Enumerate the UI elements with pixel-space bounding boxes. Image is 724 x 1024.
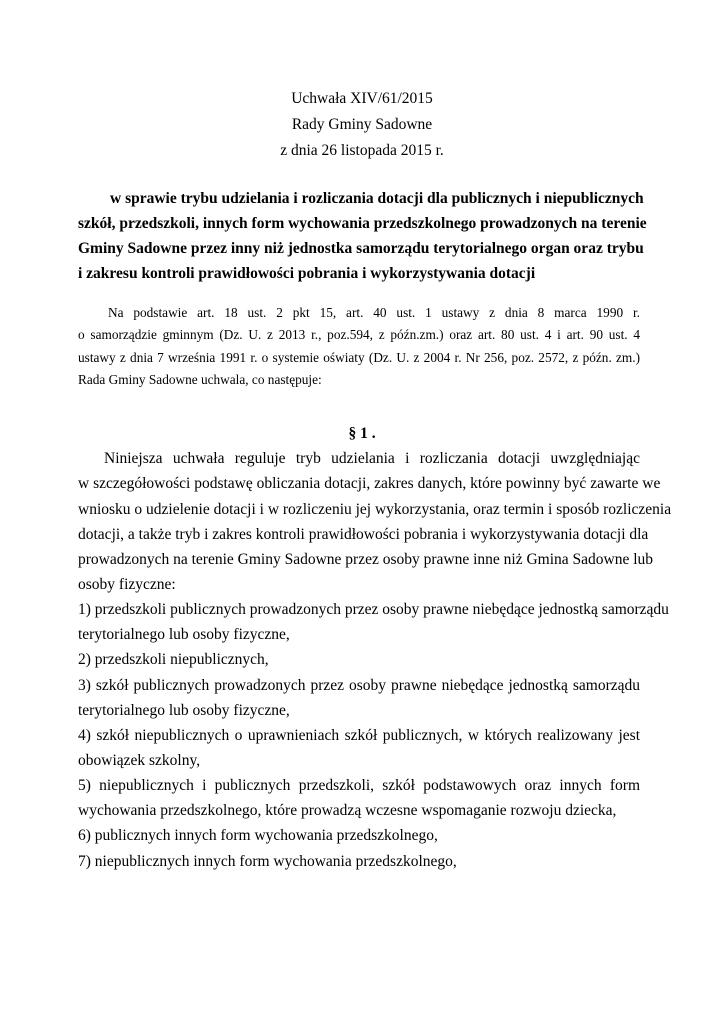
subject-line: w sprawie trybu udzielania i rozliczania dotacji dla publicznych i niepublicznych	[110, 190, 644, 207]
intro-line: Niniejsza uchwała reguluje tryb udzielania i rozliczania dotacji uwzględniając	[104, 450, 640, 467]
council-name: Rady Gminy Sadowne	[291, 116, 433, 133]
legal-basis-line: o samorządzie gminnym (Dz. U. z 2013 r., poz.594, z późn.zm.) oraz art. 80 ust. 4 i art. 90 ust. 4	[78, 327, 640, 342]
legal-basis-line: Rada Gminy Sadowne uchwala, co następuje:	[78, 372, 322, 387]
section-heading: § 1 .	[348, 425, 376, 442]
list-item-line: obowiązek szkolny,	[78, 752, 201, 769]
list-item-line: wychowania przedszkolnego, które prowadzą wczesne wspomaganie rozwoju dziecka,	[78, 802, 617, 819]
list-item-line: 6) publicznych innych form wychowania przedszkolnego,	[78, 827, 438, 844]
intro-line: wniosku o udzielenie dotacji i w rozliczeniu jej wykorzystania, oraz termin i sposób rozliczenia	[78, 501, 672, 518]
resolution-title: Uchwała XIV/61/2015	[291, 90, 433, 107]
list-item-line: 1) przedszkoli publicznych prowadzonych przez osoby prawne niebędące jednostką samorządu	[78, 601, 669, 618]
list-item-line: terytorialnego lub osoby fizyczne,	[78, 626, 290, 643]
list-item-line: 7) niepublicznych innych form wychowania przedszkolnego,	[78, 853, 457, 870]
intro-line: w szczegółowości podstawę obliczania dotacji, zakres danych, które powinny być zawarte we	[78, 475, 661, 492]
list-item-line: terytorialnego lub osoby fizyczne,	[78, 702, 290, 719]
subject-line: i zakresu kontroli prawidłowości pobrania i wykorzystywania dotacji	[78, 265, 536, 282]
intro-line: osoby fizyczne:	[78, 576, 176, 593]
legal-basis-line: Na podstawie art. 18 ust. 2 pkt 15, art. 40 ust. 1 ustawy z dnia 8 marca 1990 r.	[108, 305, 640, 320]
list-item-line: 4) szkół niepublicznych o uprawnieniach szkół publicznych, w których realizowany jest	[78, 727, 640, 744]
intro-line: prowadzonych na terenie Gminy Sadowne przez osoby prawne inne niż Gmina Sadowne lub	[78, 551, 654, 568]
intro-line: dotacji, a także tryb i zakres kontroli prawidłowości pobrania i wykorzystywania dotacji dla	[78, 526, 649, 543]
subject-line: szkół, przedszkoli, innych form wychowania przedszkolnego prowadzonych na terenie	[78, 215, 647, 232]
list-item-line: 2) przedszkoli niepublicznych,	[78, 651, 269, 668]
resolution-date: z dnia 26 listopada 2015 r.	[280, 142, 444, 159]
list-item-line: 3) szkół publicznych prowadzonych przez osoby prawne niebędące jednostką samorządu	[78, 677, 640, 694]
list-item-line: 5) niepublicznych i publicznych przedszkoli, szkół podstawowych oraz innych form	[78, 777, 640, 794]
subject-line: Gminy Sadowne przez inny niż jednostka samorządu terytorialnego organ oraz trybu	[78, 240, 644, 257]
legal-basis-line: ustawy z dnia 7 września 1991 r. o systemie oświaty (Dz. U. z 2004 r. Nr 256, poz. 2572, z późn. zm.)	[78, 350, 640, 365]
